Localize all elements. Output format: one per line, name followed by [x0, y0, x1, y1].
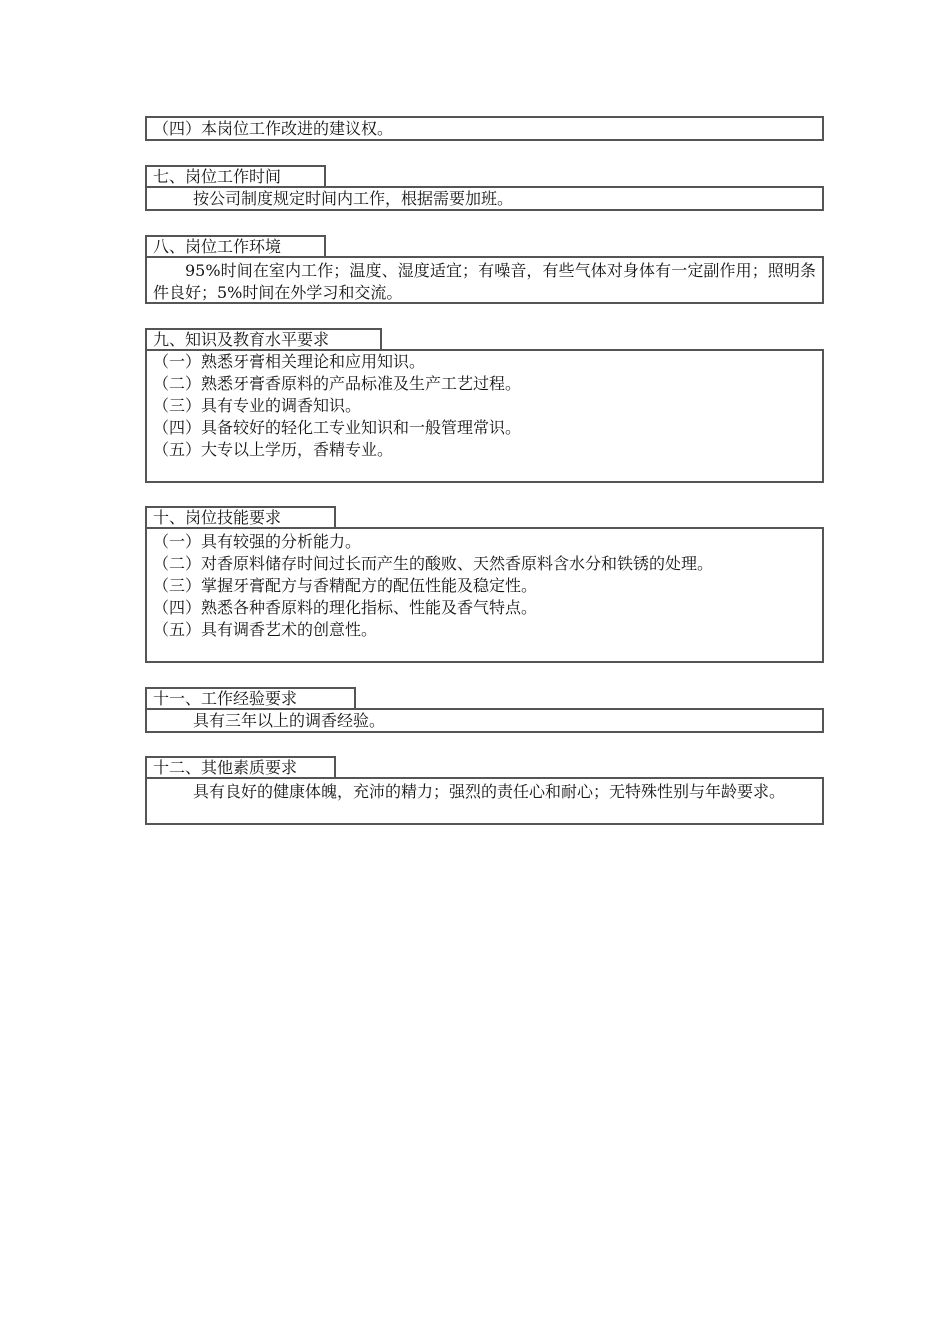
section-10-item: （四）熟悉各种香原料的理化指标、性能及香气特点。	[153, 598, 538, 617]
section-10-item: （二）对香原料储存时间过长而产生的酸败、天然香原料含水分和铁锈的处理。	[153, 554, 714, 573]
section-9-item: （四）具备较好的轻化工专业知识和一般管理常识。	[153, 418, 522, 437]
section-11-body: 具有三年以上的调香经验。	[193, 711, 386, 730]
section-9-item: （五）大专以上学历，香精专业。	[153, 440, 394, 459]
section-7-box	[145, 186, 824, 211]
section-9-item: （三）具有专业的调香知识。	[153, 396, 362, 415]
section-8-box	[145, 256, 824, 304]
section-9-title: 九、知识及教育水平要求	[145, 328, 382, 350]
section-10-title: 十、岗位技能要求	[145, 506, 336, 528]
section-6-item-4: （四）本岗位工作改进的建议权。	[153, 119, 394, 138]
section-7-title: 七、岗位工作时间	[145, 165, 326, 187]
section-12-body: 具有良好的健康体魄，充沛的精力；强烈的责任心和耐心；无特殊性别与年龄要求。	[193, 782, 786, 801]
section-6-box	[145, 116, 824, 141]
section-10-item: （一）具有较强的分析能力。	[153, 532, 362, 551]
section-9-item: （二）熟悉牙膏香原料的产品标准及生产工艺过程。	[153, 374, 522, 393]
section-12-title: 十二、其他素质要求	[145, 756, 336, 778]
section-7-body: 按公司制度规定时间内工作，根据需要加班。	[193, 189, 514, 208]
section-10-item: （三）掌握牙膏配方与香精配方的配伍性能及稳定性。	[153, 576, 538, 595]
section-11-box	[145, 708, 824, 733]
section-11-title: 十一、工作经验要求	[145, 687, 356, 709]
section-10-box	[145, 527, 824, 663]
section-10-item: （五）具有调香艺术的创意性。	[153, 620, 378, 639]
section-12-box	[145, 777, 824, 825]
section-9-item: （一）熟悉牙膏相关理论和应用知识。	[153, 352, 426, 371]
section-9-box	[145, 349, 824, 483]
section-8-body: 95%时间在室内工作；温度、湿度适宜；有噪音，有些气体对身体有一定副作用；照明条件良好；5%时间在外学习和交流。	[153, 261, 816, 302]
section-8-title: 八、岗位工作环境	[145, 235, 326, 257]
